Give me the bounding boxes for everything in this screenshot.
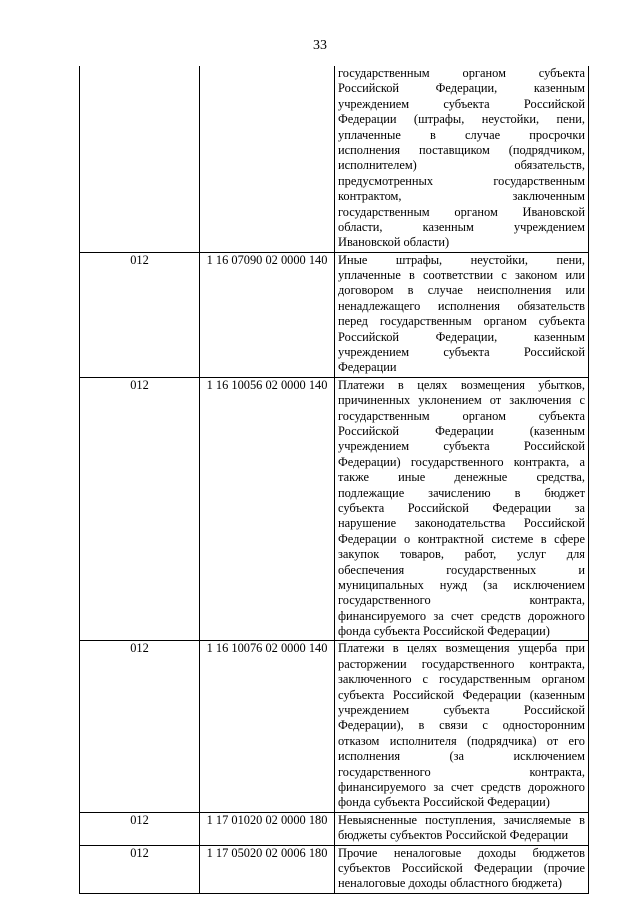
description-line: Платежи в целях возмещения ущерба при: [338, 641, 585, 656]
description-line: Федерации) государственного контракта, а: [338, 454, 585, 469]
description-line: государственного контракта,: [338, 593, 585, 608]
description-line: обеспечения государственных и: [338, 562, 585, 577]
admin-code-cell: 012: [80, 252, 200, 377]
revenue-description-cell: [335, 641, 589, 812]
description-line: субъектов Российской Федерации (прочие: [338, 860, 585, 875]
revenue-description-cell: [335, 252, 589, 377]
description-line: бюджеты субъектов Российской Федерации: [338, 828, 569, 843]
description-line: отказом исполнителя (подрядчика) от его: [338, 733, 585, 748]
description-line: Федерации: [338, 360, 397, 375]
description-line: финансируемого за счет средств дорожного: [338, 779, 585, 794]
description-line: Российской Федерации, казенным: [338, 81, 585, 96]
description-line: перед государственным органом субъекта: [338, 314, 585, 329]
table-row: [80, 66, 589, 252]
description-line: контрактом, заключенным: [338, 189, 585, 204]
description-line: Федерации (штрафы, неустойки, пени,: [338, 112, 585, 127]
table-row: [80, 377, 589, 641]
table-row: [80, 812, 589, 845]
description-line: исполнения (за исключением: [338, 749, 585, 764]
admin-code-cell: 012: [80, 812, 200, 845]
description-line: подлежащие зачислению в бюджет: [338, 485, 585, 500]
description-line: Российской Федерации, казенным: [338, 329, 585, 344]
budget-revenue-table: [79, 66, 589, 894]
description-line: закупок товаров, работ, услуг для: [338, 547, 585, 562]
description-line: Ивановской области): [338, 235, 450, 250]
revenue-description-cell: [335, 812, 589, 845]
description-line: фонда субъекта Российской Федерации): [338, 795, 550, 810]
admin-code-cell: [80, 66, 200, 252]
description-line: Платежи в целях возмещения убытков,: [338, 377, 585, 392]
description-line: фонда субъекта Российской Федерации): [338, 624, 550, 639]
table-row: [80, 641, 589, 812]
description-line: расторжении государственного контракта,: [338, 656, 585, 671]
table-row: [80, 252, 589, 377]
revenue-code-cell: [200, 66, 335, 252]
description-line: Федерации), в связи с односторонним: [338, 718, 585, 733]
description-line: договором в случае неисполнения или: [338, 283, 585, 298]
description-line: уплаченные в случае просрочки: [338, 127, 585, 142]
revenue-code-cell: 1 16 07090 02 0000 140: [200, 252, 335, 377]
description-line: субъекта Российской Федерации за: [338, 500, 585, 515]
description-line: уплаченные в соответствии с законом или: [338, 268, 585, 283]
description-line: предусмотренных государственным: [338, 173, 585, 188]
page-number: 33: [313, 38, 327, 53]
description-line: исполнителем) обязательств,: [338, 158, 585, 173]
description-line: государственным органом субъекта: [338, 66, 585, 80]
description-line: субъекта Российской Федерации (казенным: [338, 687, 585, 702]
admin-code-cell: 012: [80, 377, 200, 641]
description-line: государственным органом субъекта: [338, 408, 585, 423]
description-line: учреждением субъекта Российской: [338, 703, 585, 718]
table-body: [80, 66, 589, 893]
description-line: Иные штрафы, неустойки, пени,: [338, 252, 585, 267]
admin-code-cell: 012: [80, 641, 200, 812]
description-line: неналоговые доходы областного бюджета): [338, 876, 562, 891]
description-line: государственным органом Ивановской: [338, 204, 585, 219]
revenue-description-cell: [335, 845, 589, 893]
revenue-code-cell: 1 17 01020 02 0000 180: [200, 812, 335, 845]
description-line: учреждением субъекта Российской: [338, 96, 585, 111]
description-line: Федерации о контрактной системе в сфере: [338, 531, 585, 546]
description-line: ненадлежащего исполнения обязательств: [338, 298, 585, 313]
description-line: учреждением субъекта Российской: [338, 439, 585, 454]
description-line: Прочие неналоговые доходы бюджетов: [338, 845, 585, 860]
description-line: также иные денежные средства,: [338, 470, 585, 485]
description-line: учреждением субъекта Российской: [338, 345, 585, 360]
table-row: [80, 845, 589, 893]
description-line: финансируемого за счет средств дорожного: [338, 608, 585, 623]
description-line: Невыясненные поступления, зачисляемые в: [338, 812, 585, 827]
description-line: нарушение законодательства Российской: [338, 516, 585, 531]
revenue-description-cell: [335, 66, 589, 252]
revenue-code-cell: 1 16 10056 02 0000 140: [200, 377, 335, 641]
description-line: заключенного с государственным органом: [338, 672, 585, 687]
revenue-description-cell: [335, 377, 589, 641]
revenue-code-cell: 1 17 05020 02 0006 180: [200, 845, 335, 893]
description-line: государственного контракта,: [338, 764, 585, 779]
description-line: муниципальных нужд (за исключением: [338, 577, 585, 592]
description-line: Российской Федерации (казенным: [338, 423, 585, 438]
description-line: исполнения поставщиком (подрядчиком,: [338, 142, 585, 157]
description-line: области, казенным учреждением: [338, 219, 585, 234]
description-line: причиненных уклонением от заключения с: [338, 393, 585, 408]
admin-code-cell: 012: [80, 845, 200, 893]
revenue-code-cell: 1 16 10076 02 0000 140: [200, 641, 335, 812]
